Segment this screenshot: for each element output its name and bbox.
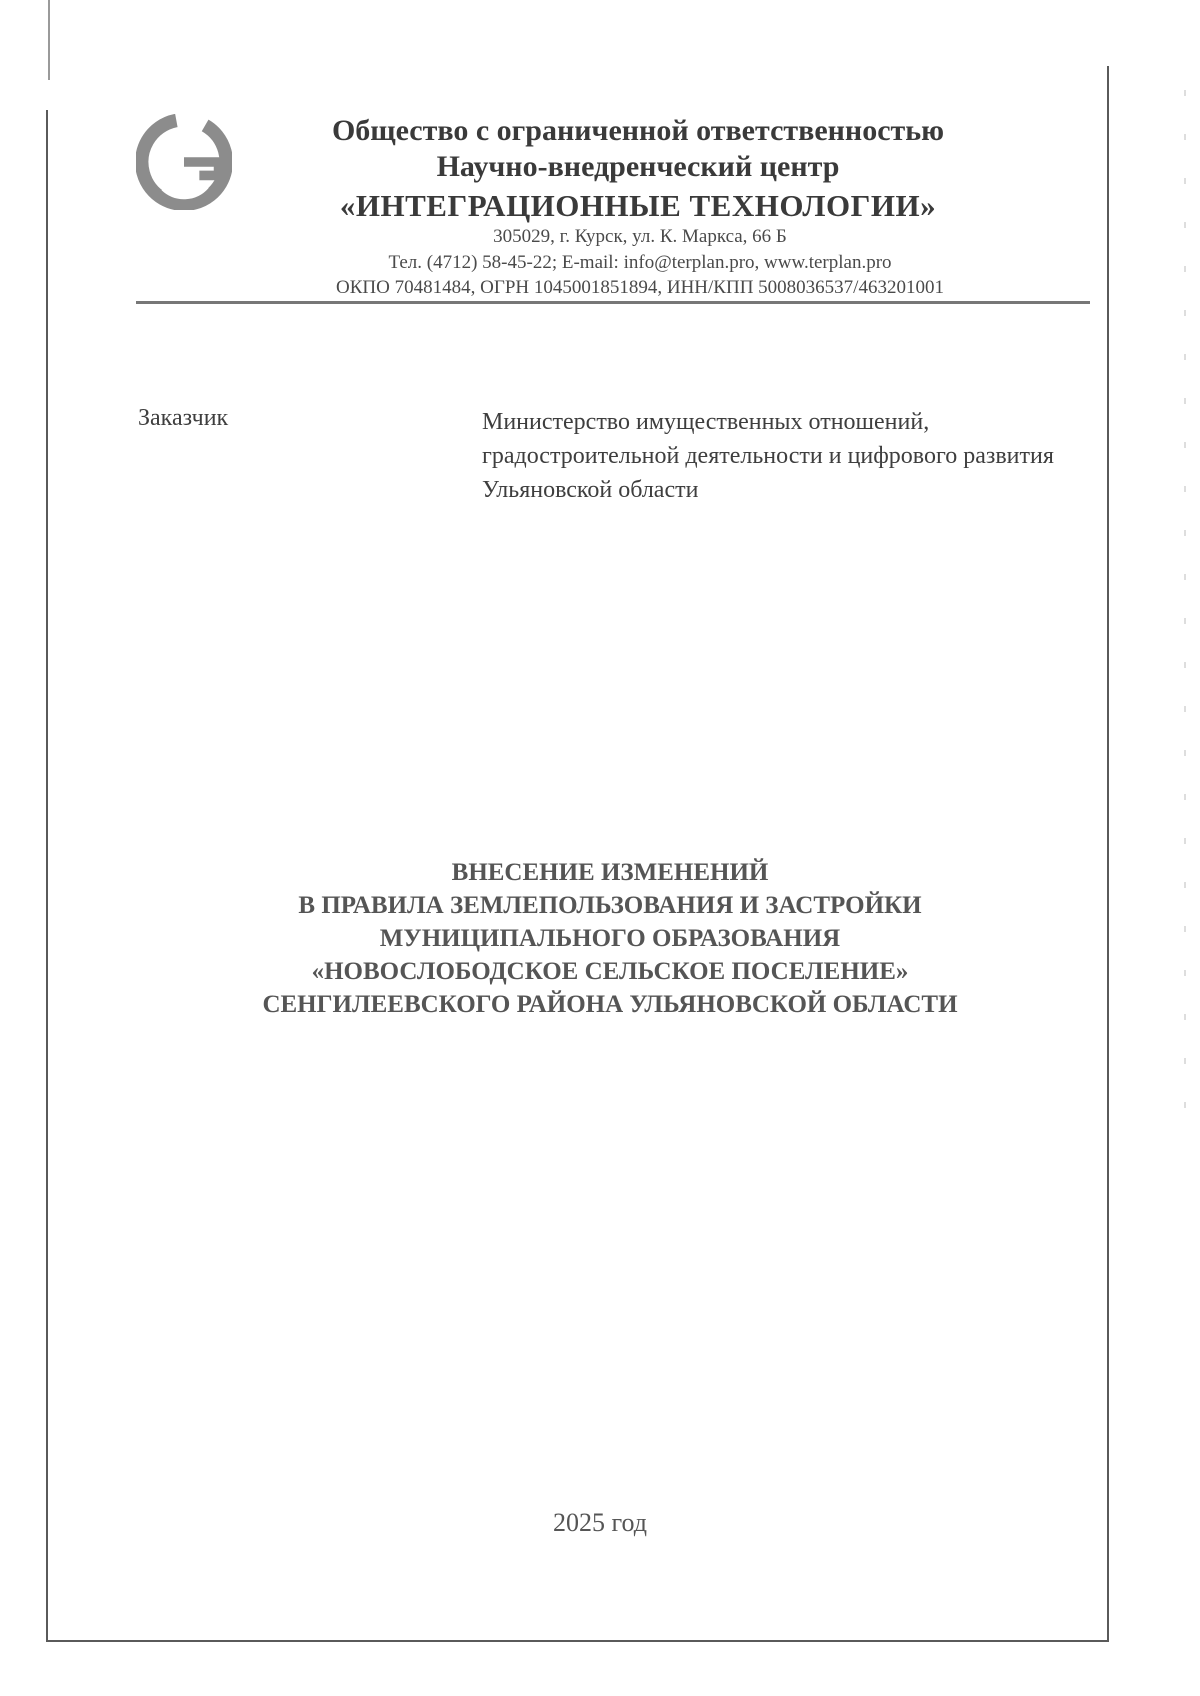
frame-top-line	[48, 0, 50, 80]
customer-label: Заказчик	[138, 405, 229, 431]
frame-left-line	[46, 110, 48, 1642]
customer-value: Министерство имущественных отношений, градостроительной деятельности и цифрового развития Ульяновской области	[482, 409, 1054, 503]
document-year: 2025 год	[553, 1508, 647, 1537]
company-logo	[136, 114, 232, 210]
title-line: «НОВОСЛОБОДСКОЕ СЕЛЬСКОЕ ПОСЕЛЕНИЕ»	[311, 958, 909, 985]
org-name-line-2: Научно-внедренческий центр	[436, 150, 840, 183]
title-line: МУНИЦИПАЛЬНОГО ОБРАЗОВАНИЯ	[379, 925, 841, 952]
document-title	[150, 856, 1070, 1021]
frame-right-line	[1107, 66, 1109, 1642]
title-line: ВНЕСЕНИЕ ИЗМЕНЕНИЙ	[451, 859, 769, 886]
org-contacts: Тел. (4712) 58-45-22; E-mail: info@terplan.pro, www.terplan.pro	[388, 252, 892, 273]
org-name-line-3: «ИНТЕГРАЦИОННЫЕ ТЕХНОЛОГИИ»	[339, 188, 937, 223]
frame-bottom-line	[46, 1640, 1109, 1642]
org-name-line-1: Общество с ограниченной ответственностью	[331, 114, 945, 147]
scan-edge-specks	[1184, 90, 1186, 1140]
org-registration: ОКПО 70481484, ОГРН 1045001851894, ИНН/КПП 5008036537/463201001	[336, 277, 944, 298]
title-line: В ПРАВИЛА ЗЕМЛЕПОЛЬЗОВАНИЯ И ЗАСТРОЙКИ	[298, 892, 922, 919]
org-address: 305029, г. Курск, ул. К. Маркса, 66 Б	[493, 226, 787, 247]
header-divider	[136, 301, 1090, 304]
title-line: СЕНГИЛЕЕВСКОГО РАЙОНА УЛЬЯНОВСКОЙ ОБЛАСТИ	[262, 991, 958, 1018]
